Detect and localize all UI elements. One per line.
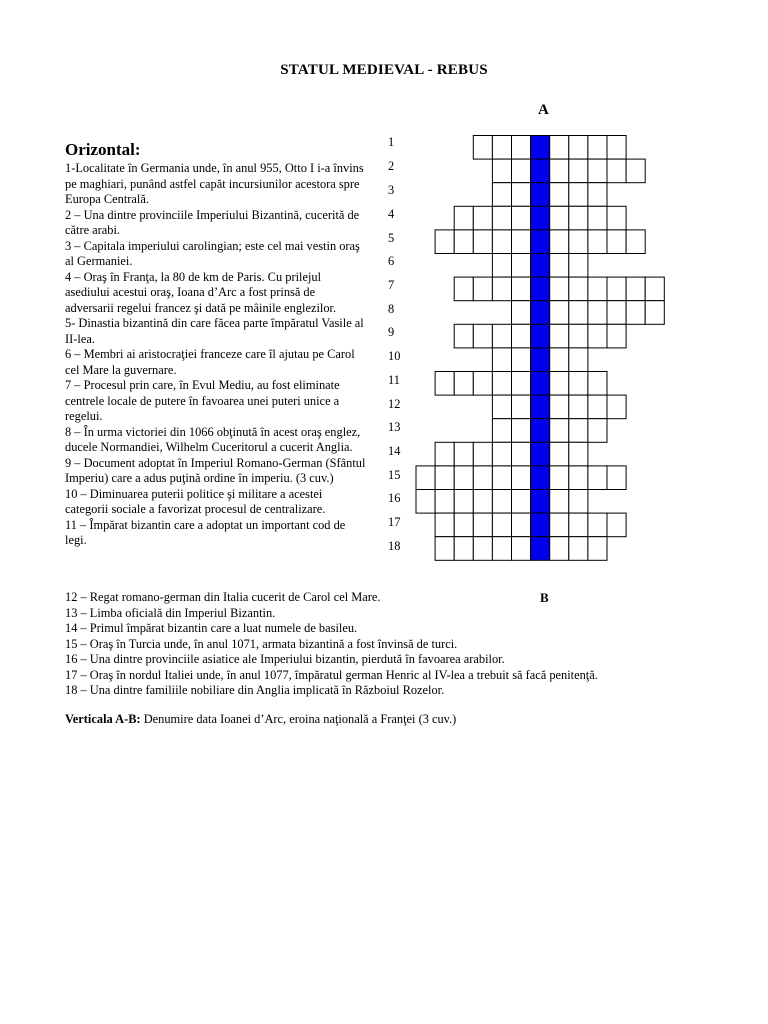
row-number: 16	[388, 491, 401, 505]
crossword-cell[interactable]	[569, 183, 588, 207]
crossword-cell[interactable]	[416, 490, 435, 514]
crossword-cell[interactable]	[512, 183, 531, 207]
row-number: 7	[388, 278, 395, 292]
crossword-cell[interactable]	[512, 490, 531, 514]
row-number: 2	[388, 159, 395, 173]
crossword-cell[interactable]	[473, 442, 492, 466]
crossword-cell[interactable]	[588, 301, 607, 325]
crossword-cell[interactable]	[569, 230, 588, 254]
crossword-cell[interactable]	[550, 301, 569, 325]
crossword-cell[interactable]	[550, 183, 569, 207]
crossword-cell[interactable]	[492, 442, 511, 466]
crossword-cell[interactable]	[607, 159, 626, 183]
vertical-clue	[65, 712, 745, 728]
crossword-cell[interactable]	[512, 442, 531, 466]
crossword-cell[interactable]	[492, 490, 511, 514]
crossword-cell[interactable]	[569, 159, 588, 183]
crossword-cell[interactable]	[473, 324, 492, 348]
crossword-cell[interactable]	[569, 348, 588, 372]
crossword-cell[interactable]	[588, 159, 607, 183]
crossword-cell[interactable]	[454, 442, 473, 466]
crossword-cell[interactable]	[569, 490, 588, 514]
crossword-cell[interactable]	[569, 513, 588, 537]
crossword-cell[interactable]	[569, 419, 588, 443]
crossword-cell[interactable]	[473, 372, 492, 396]
crossword-cell[interactable]	[645, 301, 664, 325]
crossword-cell[interactable]	[550, 490, 569, 514]
clue-4: 4 – Oraş în Franţa, la 80 de km de Paris. Cu prilejul asediului acestui oraş, Ioana d’Arc a fost prinsă de adversarii regelui francez şi dată pe mâinile englezilor.	[65, 269, 337, 315]
crossword-cell[interactable]	[607, 301, 626, 325]
row-number: 4	[388, 207, 395, 221]
crossword-cell[interactable]	[607, 230, 626, 254]
crossword-cell[interactable]	[550, 348, 569, 372]
crossword-cell[interactable]	[492, 206, 511, 230]
clue-7: 7 – Procesul prin care, în Evul Mediu, au fost eliminate centrele locale de putere în favoarea unei puteri unice a regelui.	[65, 378, 340, 423]
crossword-cell[interactable]	[512, 254, 531, 278]
crossword-cell[interactable]	[512, 206, 531, 230]
crossword-cell[interactable]	[588, 206, 607, 230]
crossword-cell[interactable]	[492, 254, 511, 278]
row-number: 14	[388, 444, 401, 458]
crossword-cell[interactable]	[454, 230, 473, 254]
crossword-cell[interactable]	[607, 324, 626, 348]
crossword-cell[interactable]	[626, 301, 645, 325]
crossword-cell[interactable]	[607, 466, 626, 490]
crossword-cell[interactable]	[512, 277, 531, 301]
crossword-cell[interactable]	[588, 230, 607, 254]
crossword-cell[interactable]	[512, 395, 531, 419]
clue-5: 5- Dinastia bizantină din care făcea parte împăratul Vasile al II-lea.	[65, 316, 364, 346]
crossword-cell[interactable]	[435, 230, 454, 254]
crossword-cell[interactable]	[512, 348, 531, 372]
vertical-clue-label: Verticala A-B:	[65, 712, 141, 726]
clue-6: 6 – Membri ai aristocraţiei franceze care îl ajutau pe Carol cel Mare la guvernare.	[65, 347, 355, 377]
row-number: 13	[388, 420, 401, 434]
crossword-cell[interactable]	[626, 159, 645, 183]
crossword-cell[interactable]	[588, 324, 607, 348]
clue-16: 16 – Una dintre provinciile asiatice ale Imperiului bizantin, pierdută în favoarea arabilor.	[65, 652, 505, 666]
row-number: 3	[388, 183, 395, 197]
crossword-cell[interactable]	[512, 136, 531, 160]
clue-9: 9 – Document adoptat în Imperiul Romano-German (Sfântul Imperiu) care a adus puţină ordine în imperiu. (3 cuv.)	[65, 455, 366, 485]
crossword-cell[interactable]	[512, 324, 531, 348]
crossword-cell[interactable]	[454, 277, 473, 301]
crossword-cell[interactable]	[588, 372, 607, 396]
row-number: 17	[388, 515, 401, 529]
crossword-cell[interactable]	[569, 395, 588, 419]
crossword-cell[interactable]	[454, 372, 473, 396]
crossword-key-cell[interactable]	[531, 466, 550, 490]
crossword-cell[interactable]	[569, 537, 588, 561]
crossword-key-cell[interactable]	[531, 254, 550, 278]
clue-12: 12 – Regat romano-german din Italia cucerit de Carol cel Mare.	[65, 590, 381, 604]
crossword-cell[interactable]	[435, 466, 454, 490]
crossword-cell[interactable]	[492, 230, 511, 254]
crossword-cell[interactable]	[435, 513, 454, 537]
row-number: 11	[388, 373, 400, 387]
crossword-cell[interactable]	[550, 136, 569, 160]
horizontal-clues	[65, 140, 367, 549]
crossword-key-cell[interactable]	[531, 442, 550, 466]
crossword-cell[interactable]	[512, 301, 531, 325]
crossword-key-cell[interactable]	[531, 301, 550, 325]
crossword-cell[interactable]	[473, 537, 492, 561]
horizontal-heading: Orizontal:	[65, 140, 141, 159]
clue-1: 1-Localitate în Germania unde, în anul 955, Otto I i-a învins pe maghiari, punând astfel capăt incursiunilor acestora spre Europa Centrală.	[65, 161, 364, 206]
clue-11: 11 – Împărat bizantin care a adoptat un important cod de legi.	[65, 517, 346, 547]
crossword-key-cell[interactable]	[531, 277, 550, 301]
clue-13: 13 – Limba oficială din Imperiul Bizantin.	[65, 605, 276, 620]
crossword-cell[interactable]	[550, 324, 569, 348]
crossword-cell[interactable]	[512, 537, 531, 561]
crossword-cell[interactable]	[550, 254, 569, 278]
crossword-cell[interactable]	[569, 442, 588, 466]
crossword-key-cell[interactable]	[531, 537, 550, 561]
row-number: 8	[388, 302, 395, 316]
crossword-cell[interactable]	[454, 537, 473, 561]
crossword-cell[interactable]	[492, 372, 511, 396]
crossword-key-cell[interactable]	[531, 348, 550, 372]
crossword-cell[interactable]	[492, 324, 511, 348]
crossword-cell[interactable]	[550, 395, 569, 419]
crossword-cell[interactable]	[550, 537, 569, 561]
vertical-start-label: A	[538, 102, 549, 118]
crossword-cell[interactable]	[512, 513, 531, 537]
crossword-cell[interactable]	[569, 466, 588, 490]
row-number: 9	[388, 325, 395, 339]
crossword-cell[interactable]	[588, 277, 607, 301]
crossword-cell[interactable]	[492, 277, 511, 301]
horizontal-clues-continued	[65, 590, 745, 699]
crossword-cell[interactable]	[454, 466, 473, 490]
row-number: 12	[388, 397, 401, 411]
crossword-cell[interactable]	[512, 230, 531, 254]
crossword-cell[interactable]	[512, 466, 531, 490]
crossword-cell[interactable]	[588, 395, 607, 419]
crossword-cell[interactable]	[588, 419, 607, 443]
row-number: 10	[388, 349, 401, 363]
crossword-key-cell[interactable]	[531, 206, 550, 230]
crossword-cell[interactable]	[550, 277, 569, 301]
crossword-cell[interactable]	[473, 136, 492, 160]
crossword-cell[interactable]	[454, 490, 473, 514]
crossword-cell[interactable]	[588, 136, 607, 160]
crossword-cell[interactable]	[492, 348, 511, 372]
crossword-cell[interactable]	[473, 490, 492, 514]
clue-3: 3 – Capitala imperiului carolingian; este cel mai vestin oraş al Germaniei.	[65, 238, 360, 268]
crossword-key-cell[interactable]	[531, 159, 550, 183]
crossword-cell[interactable]	[473, 206, 492, 230]
crossword-cell[interactable]	[435, 442, 454, 466]
clue-10: 10 – Diminuarea puterii politice şi militare a acestei categorii sociale a favorizat procesul de centralizare.	[65, 486, 326, 516]
crossword-cell[interactable]	[550, 442, 569, 466]
crossword-key-cell[interactable]	[531, 395, 550, 419]
crossword-cell[interactable]	[492, 466, 511, 490]
clue-8: 8 – În urma victoriei din 1066 obţinută în acest oraş englez, ducele Normandiei, Wilhelm Cuceritorul a cucerit Anglia.	[65, 424, 361, 454]
crossword-cell[interactable]	[607, 277, 626, 301]
crossword-key-cell[interactable]	[531, 324, 550, 348]
crossword-key-cell[interactable]	[531, 136, 550, 160]
crossword-key-cell[interactable]	[531, 183, 550, 207]
crossword-cell[interactable]	[607, 136, 626, 160]
crossword-cell[interactable]	[492, 419, 511, 443]
crossword-cell[interactable]	[416, 466, 435, 490]
vertical-clue-text: Denumire data Ioanei d’Arc, eroina naţională a Franţei (3 cuv.)	[140, 712, 457, 726]
crossword-cell[interactable]	[588, 513, 607, 537]
crossword-cell[interactable]	[435, 537, 454, 561]
row-number: 6	[388, 254, 395, 268]
row-number: 15	[388, 468, 401, 482]
crossword-cell[interactable]	[435, 372, 454, 396]
crossword-cell[interactable]	[550, 206, 569, 230]
crossword-cell[interactable]	[550, 419, 569, 443]
crossword-cell[interactable]	[569, 372, 588, 396]
crossword-cell[interactable]	[454, 206, 473, 230]
crossword-cell[interactable]	[588, 183, 607, 207]
crossword-key-cell[interactable]	[531, 230, 550, 254]
crossword-cell[interactable]	[550, 466, 569, 490]
row-number: 1	[388, 135, 395, 149]
crossword-cell[interactable]	[607, 395, 626, 419]
crossword-cell[interactable]	[473, 466, 492, 490]
crossword-cell[interactable]	[435, 490, 454, 514]
crossword-cell[interactable]	[512, 372, 531, 396]
crossword-cell[interactable]	[550, 159, 569, 183]
row-number: 18	[388, 539, 401, 553]
crossword-key-cell[interactable]	[531, 372, 550, 396]
crossword-cell[interactable]	[473, 230, 492, 254]
crossword-cell[interactable]	[492, 159, 511, 183]
crossword-key-cell[interactable]	[531, 490, 550, 514]
clue-18: 18 – Una dintre familiile nobiliare din Anglia implicată în Războiul Rozelor.	[65, 683, 445, 697]
page-title: STATUL MEDIEVAL - REBUS	[280, 62, 488, 78]
crossword-cell[interactable]	[550, 372, 569, 396]
crossword-cell[interactable]	[569, 301, 588, 325]
crossword-cell[interactable]	[569, 254, 588, 278]
crossword-cell[interactable]	[569, 206, 588, 230]
clue-2: 2 – Una dintre provinciile Imperiului Bizantină, cucerită de către arabi.	[65, 207, 360, 237]
crossword-cell[interactable]	[492, 513, 511, 537]
crossword-cell[interactable]	[569, 277, 588, 301]
crossword-cell[interactable]	[512, 159, 531, 183]
crossword-cell[interactable]	[645, 277, 664, 301]
clue-14: 14 – Primul împărat bizantin care a luat numele de basileu.	[65, 621, 358, 635]
crossword-cell[interactable]	[588, 537, 607, 561]
crossword-cell[interactable]	[550, 513, 569, 537]
crossword-cell[interactable]	[512, 419, 531, 443]
crossword-cell[interactable]	[588, 466, 607, 490]
crossword-cell[interactable]	[569, 324, 588, 348]
crossword-cell[interactable]	[492, 537, 511, 561]
vertical-end-label: B	[540, 590, 549, 605]
crossword-cell[interactable]	[454, 513, 473, 537]
crossword-cell[interactable]	[569, 136, 588, 160]
crossword-cell[interactable]	[626, 230, 645, 254]
row-number: 5	[388, 231, 395, 245]
crossword-cell[interactable]	[626, 277, 645, 301]
clue-15: 15 – Oraş în Turcia unde, în anul 1071, armata bizantină a fost învinsă de turci.	[65, 636, 458, 651]
crossword-cell[interactable]	[607, 206, 626, 230]
crossword-key-cell[interactable]	[531, 419, 550, 443]
crossword-cell[interactable]	[492, 183, 511, 207]
crossword-cell[interactable]	[454, 324, 473, 348]
crossword-cell[interactable]	[473, 513, 492, 537]
crossword-cell[interactable]	[492, 136, 511, 160]
clue-17: 17 – Oraş în nordul Italiei unde, în anul 1077, împăratul german Henric al IV-lea a trebuit să facă penitenţă.	[65, 667, 598, 682]
crossword-cell[interactable]	[607, 513, 626, 537]
crossword-cell[interactable]	[492, 395, 511, 419]
crossword-cell[interactable]	[550, 230, 569, 254]
crossword-key-cell[interactable]	[531, 513, 550, 537]
crossword-cell[interactable]	[473, 277, 492, 301]
